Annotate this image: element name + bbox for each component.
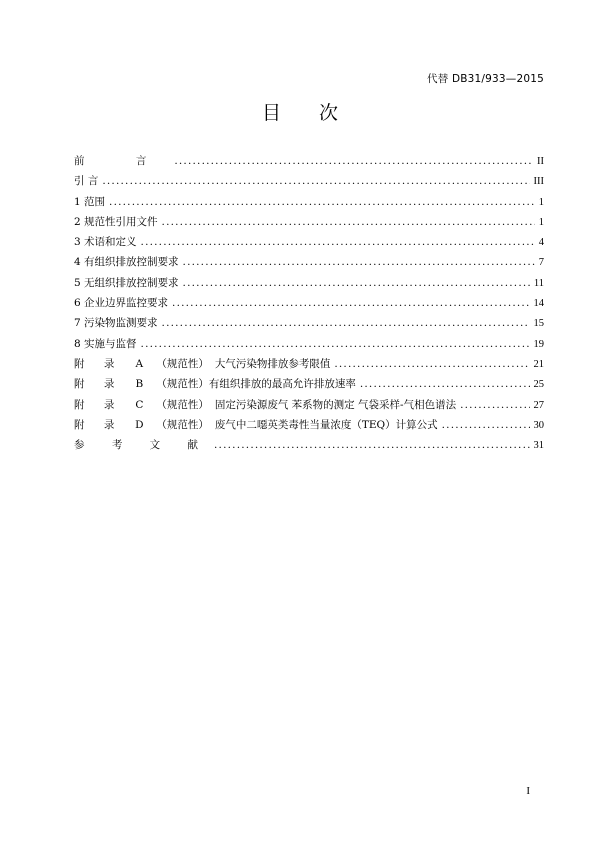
toc-entry-label: 5 无组织排放控制要求	[74, 276, 179, 289]
toc-dot-leader	[109, 192, 535, 212]
toc-dot-leader	[214, 435, 529, 455]
replace-note: 代替 DB31/933—2015	[427, 73, 544, 85]
toc-entry-label	[74, 415, 438, 435]
toc-dot-leader	[172, 293, 529, 313]
toc-entry-label: 8 实施与监督	[74, 337, 137, 350]
toc-entry-appendix-c[interactable]	[74, 395, 544, 415]
toc-dot-leader	[183, 252, 535, 272]
title-second-char: 次	[319, 102, 339, 124]
toc-entry-label: 1 范围	[74, 195, 106, 208]
toc-entry-foreword[interactable]	[74, 151, 544, 171]
table-of-contents	[74, 151, 544, 455]
toc-entry-appendix-a[interactable]	[74, 354, 544, 374]
toc-entry-page: 11	[533, 277, 544, 289]
toc-entry-label: 前 言	[74, 155, 171, 167]
toc-entry-label: 4 有组织排放控制要求	[74, 256, 179, 269]
toc-entry-appendix-b[interactable]	[74, 374, 544, 394]
toc-dot-leader	[141, 334, 530, 354]
toc-entry-fugitive-emission[interactable]	[74, 273, 544, 293]
toc-entry-boundary-monitoring[interactable]	[74, 293, 544, 313]
toc-entry-label	[74, 374, 356, 394]
title-first-char: 目	[261, 102, 281, 124]
appendix-kind: （规范性）	[156, 418, 209, 431]
appendix-kind: （规范性）	[156, 398, 209, 411]
toc-entry-label: 6 企业边界监控要求	[74, 297, 169, 310]
toc-entry-label	[74, 354, 330, 374]
appendix-kind: （规范性）	[156, 378, 209, 391]
toc-dot-leader	[334, 354, 529, 374]
toc-dot-leader	[141, 232, 535, 252]
toc-entry-page: II	[537, 156, 544, 167]
toc-entry-page: 25	[533, 379, 544, 391]
toc-entry-implementation[interactable]	[74, 334, 544, 354]
appendix-letter: A	[135, 357, 144, 370]
toc-entry-page: III	[533, 176, 544, 188]
toc-entry-pollutant-monitoring[interactable]	[74, 313, 544, 333]
toc-entry-introduction[interactable]	[74, 171, 544, 191]
toc-dot-leader	[102, 171, 529, 191]
appendix-letter: B	[135, 378, 144, 391]
toc-entry-normative-references[interactable]	[74, 212, 544, 232]
toc-entry-page: 7	[538, 257, 544, 269]
toc-entry-label	[74, 395, 456, 415]
toc-dot-leader	[183, 273, 530, 293]
toc-entry-page: 27	[533, 399, 544, 411]
toc-entry-page: 1	[538, 196, 544, 208]
toc-dot-leader	[174, 151, 533, 171]
appendix-title: 有组织排放的最高允许排放速率	[208, 378, 356, 391]
toc-entry-page: 19	[533, 338, 544, 350]
toc-entry-label: 3 术语和定义	[74, 236, 137, 249]
toc-dot-leader	[162, 313, 530, 333]
toc-entry-page: 31	[533, 440, 544, 452]
toc-dot-leader	[442, 415, 530, 435]
appendix-letter: C	[135, 398, 144, 411]
toc-entry-scope[interactable]	[74, 192, 544, 212]
appendix-title: 废气中二噁英类毒性当量浓度（TEQ）计算公式	[214, 418, 438, 431]
page-number: I	[526, 785, 530, 797]
toc-dot-leader	[360, 374, 530, 394]
appendix-title: 大气污染物排放参考限值	[214, 357, 331, 370]
toc-entry-page: 1	[538, 216, 544, 228]
toc-entry-page: 30	[533, 419, 544, 431]
toc-entry-label: 7 污染物监测要求	[74, 317, 158, 330]
toc-entry-bibliography[interactable]	[74, 435, 544, 455]
appendix-prefix: 附 录	[74, 418, 123, 431]
appendix-prefix: 附 录	[74, 398, 123, 411]
appendix-kind: （规范性）	[156, 357, 209, 370]
appendix-prefix: 附 录	[74, 357, 123, 370]
page-title	[0, 98, 600, 125]
appendix-title: 固定污染源废气 苯系物的测定 气袋采样-气相色谱法	[214, 398, 457, 411]
appendix-prefix: 附 录	[74, 378, 123, 391]
toc-entry-organized-emission[interactable]	[74, 252, 544, 272]
toc-entry-page: 21	[533, 358, 544, 370]
toc-entry-page: 14	[533, 298, 544, 310]
appendix-letter: D	[135, 418, 144, 431]
toc-entry-page: 15	[533, 318, 544, 330]
toc-entry-terms-definitions[interactable]	[74, 232, 544, 252]
toc-entry-label: 参 考 文 献	[74, 439, 211, 452]
toc-entry-page: 4	[538, 237, 544, 249]
toc-entry-appendix-d[interactable]	[74, 415, 544, 435]
toc-dot-leader	[162, 212, 535, 232]
toc-entry-label: 2 规范性引用文件	[74, 215, 158, 228]
toc-entry-label: 引 言	[74, 175, 99, 188]
toc-dot-leader	[460, 395, 529, 415]
